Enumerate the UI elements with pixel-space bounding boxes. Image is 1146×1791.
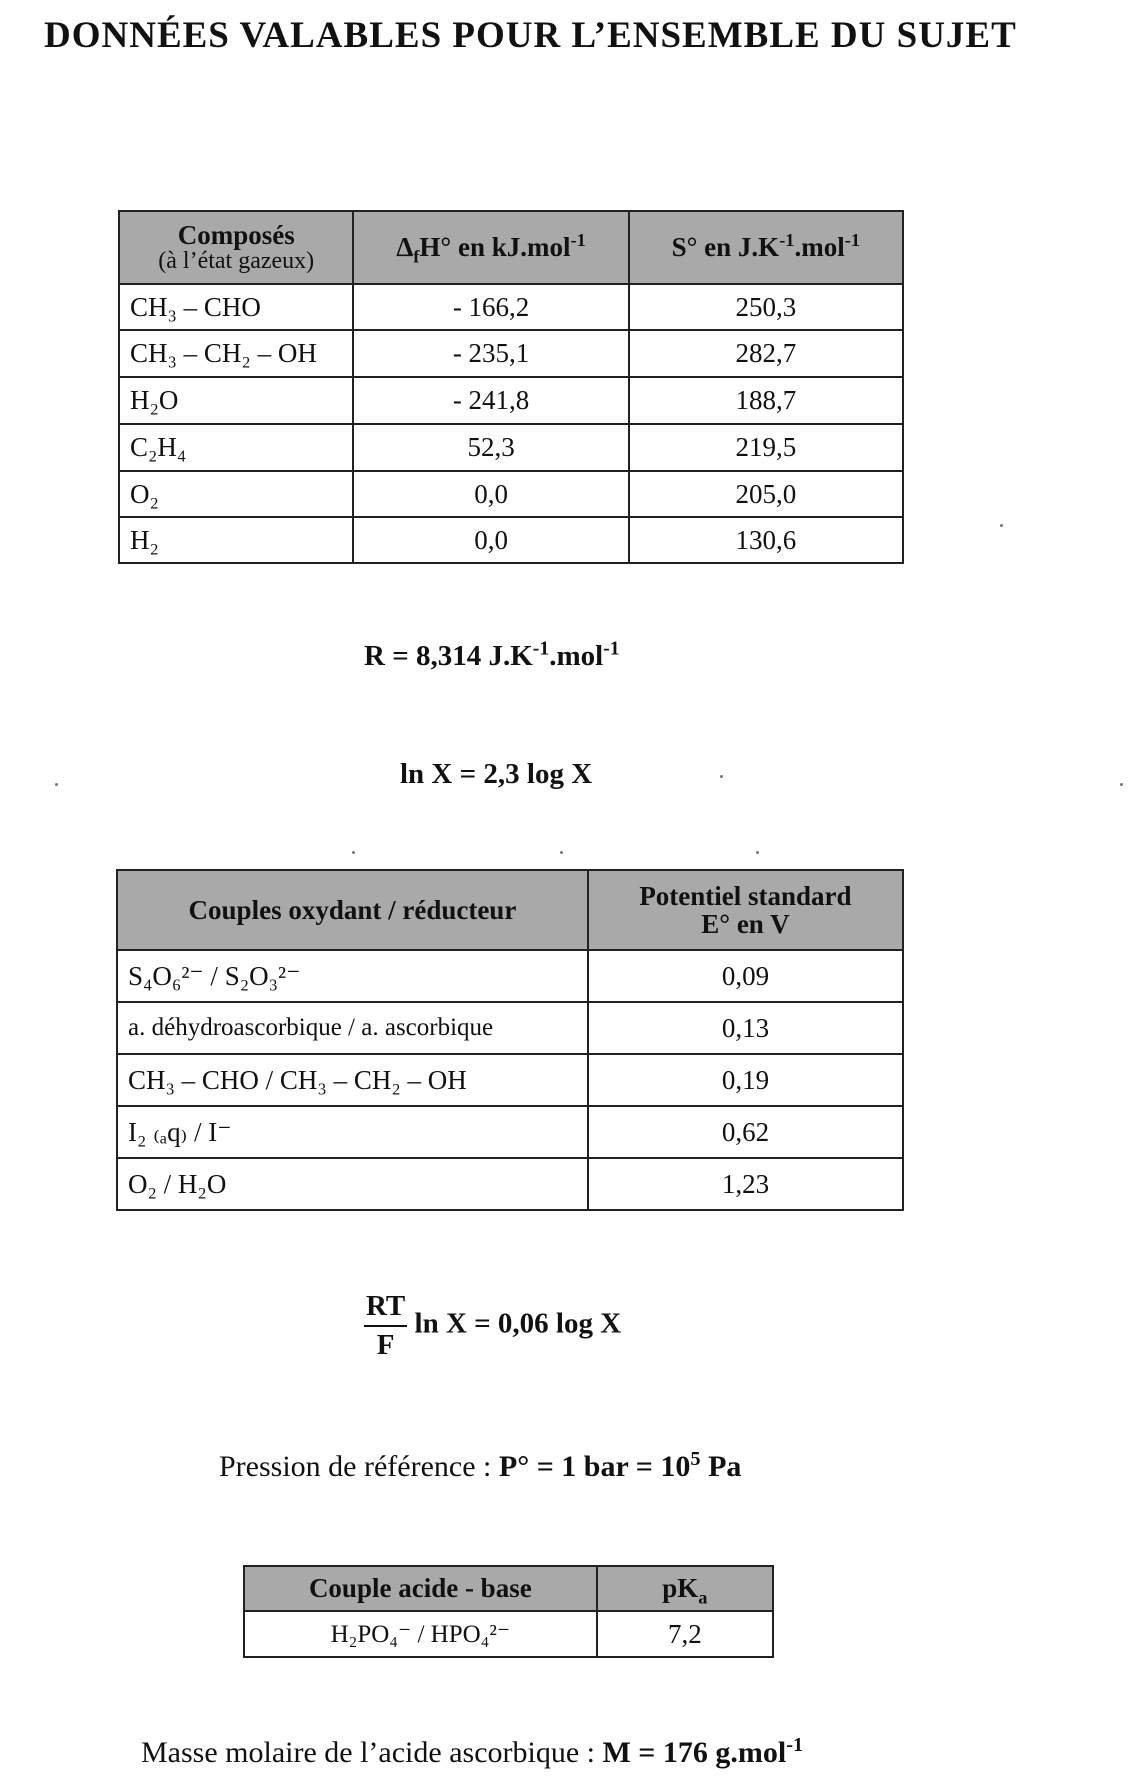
scan-speck [1000, 524, 1003, 527]
table-row [117, 950, 903, 1002]
table-row [119, 471, 903, 517]
entropy-cell: 282,7 [629, 330, 903, 377]
entropy-cell: 205,0 [629, 471, 903, 517]
header-entropy: S° en $J.K^{-1}.mol^{-1}$ [629, 211, 903, 284]
pka-cell: 7,2 [597, 1611, 773, 1657]
compound-cell: H₂ [119, 517, 353, 563]
entropy-cell: 250,3 [629, 284, 903, 330]
table-row [117, 1106, 903, 1158]
header-potential-line1: Potentiel standard [639, 880, 852, 911]
page-title: DONNÉES VALABLES POUR L’ENSEMBLE DU SUJET [44, 15, 1017, 56]
enthalpy-cell: 0,0 [353, 517, 628, 563]
scan-speck [756, 851, 759, 854]
header-acid-couple: Couple acide - base [244, 1566, 597, 1611]
rt-over-f-fraction [364, 1290, 407, 1362]
molar-mass-label: Masse molaire de l’acide ascorbique : [141, 1736, 603, 1769]
potential-cell: 0,19 [588, 1054, 903, 1106]
compound-cell: C₂H₄ [119, 424, 353, 471]
pressure-label: Pression de référence : [219, 1450, 499, 1483]
table-row [119, 377, 903, 424]
couple-cell: CH₃ – CHO / CH₃ – CH₂ – OH [117, 1054, 588, 1106]
enthalpy-cell: 0,0 [353, 471, 628, 517]
entropy-cell: 219,5 [629, 424, 903, 471]
molar-mass [141, 1736, 803, 1770]
pressure-value: P° = 1 bar = $10^5$ Pa [498, 1448, 742, 1483]
fraction-denominator: F [376, 1329, 395, 1361]
entropy-cell: 188,7 [629, 377, 903, 424]
header-potential-line2: E° en V [701, 909, 790, 939]
redox-table [116, 869, 904, 1211]
fraction-numerator: RT [364, 1290, 407, 1327]
compound-cell: O₂ [119, 471, 353, 517]
enthalpy-cell: - 235,1 [353, 330, 628, 377]
compound-cell: CH₃ – CH₂ – OH [119, 330, 353, 377]
gas-constant: R = 8,314 $J.K^{-1}.mol^{-1}$ [364, 637, 620, 672]
scan-speck [560, 851, 563, 854]
table-row [119, 330, 903, 377]
nernst-relation [364, 1290, 621, 1362]
ln-log-relation: ln X = 2,3 log X [400, 758, 593, 790]
header-compound-sub: (à l’état gazeux) [158, 248, 315, 275]
table-row [119, 517, 903, 563]
potential-cell: 0,09 [588, 950, 903, 1002]
thermo-header-row [119, 211, 903, 284]
table-row [117, 1158, 903, 1210]
scan-speck [720, 775, 723, 778]
potential-cell: 0,62 [588, 1106, 903, 1158]
couple-cell: I₂ ₍ₐq₎ / I⁻ [117, 1106, 588, 1158]
header-pka: $pK_a$ [597, 1566, 773, 1611]
scan-speck [352, 851, 355, 854]
molar-mass-value: M = 176 g.mol$^{-1}$ [602, 1734, 804, 1769]
acid-couple-cell: H₂PO₄⁻ / HPO₄²⁻ [244, 1611, 597, 1657]
header-compound-label: Composés [177, 219, 295, 250]
potential-cell: 0,13 [588, 1002, 903, 1054]
header-compound [119, 211, 353, 284]
entropy-cell: 130,6 [629, 517, 903, 563]
redox-header-row [117, 870, 903, 950]
enthalpy-cell: 52,3 [353, 424, 628, 471]
table-row [117, 1054, 903, 1106]
header-potential [588, 870, 903, 950]
couple-cell: O₂ / H₂O [117, 1158, 588, 1210]
reference-pressure [219, 1450, 741, 1484]
enthalpy-cell: - 241,8 [353, 377, 628, 424]
table-row [117, 1002, 903, 1054]
scan-speck [55, 783, 58, 786]
scan-speck [1120, 783, 1123, 786]
header-couple: Couples oxydant / réducteur [117, 870, 588, 950]
acid-base-table [243, 1565, 774, 1658]
header-enthalpy: $\Delta_fH^\circ$ en kJ.mol$^{-1}$ [353, 211, 628, 284]
couple-cell: S₄O₆²⁻ / S₂O₃²⁻ [117, 950, 588, 1002]
table-row [244, 1611, 773, 1657]
enthalpy-cell: - 166,2 [353, 284, 628, 330]
compound-cell: CH₃ – CHO [119, 284, 353, 330]
thermo-table [118, 210, 904, 564]
nernst-rest: ln X = 0,06 log X [414, 1307, 622, 1340]
table-row [119, 284, 903, 330]
compound-cell: H₂O [119, 377, 353, 424]
table-row [119, 424, 903, 471]
couple-cell: a. déhydroascorbique / a. ascorbique [117, 1002, 588, 1054]
potential-cell: 1,23 [588, 1158, 903, 1210]
acid-header-row [244, 1566, 773, 1611]
